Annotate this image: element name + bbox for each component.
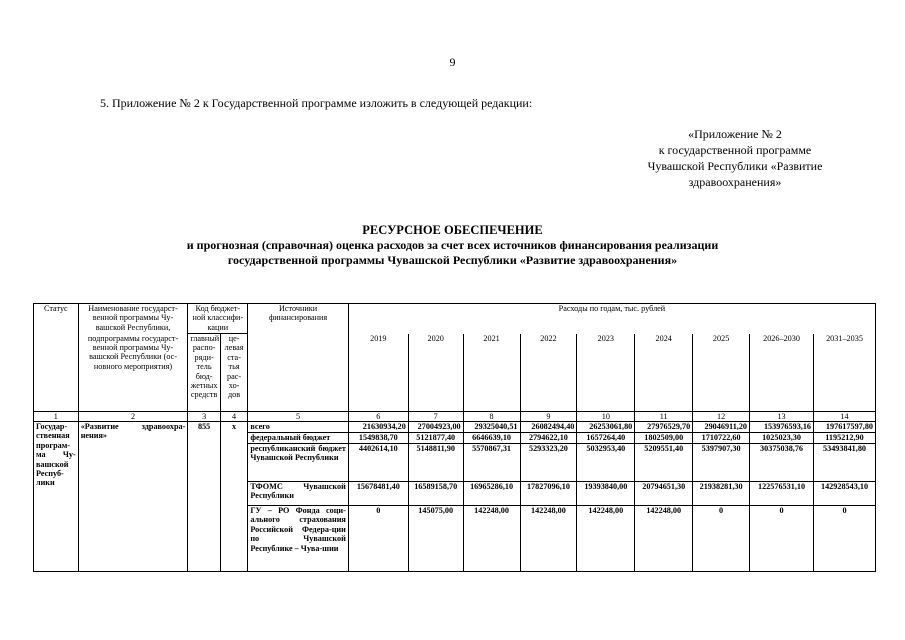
program-status: Государ-ственная програм-ма Чу-вашской Респуб-лики bbox=[34, 422, 79, 572]
expense-value: 0 bbox=[693, 506, 750, 572]
program-code-target: х bbox=[220, 422, 247, 572]
column-number: 11 bbox=[635, 412, 693, 422]
expense-value: 1195212,90 bbox=[814, 433, 876, 444]
expense-value: 0 bbox=[750, 506, 814, 572]
expense-value: 0 bbox=[814, 506, 876, 572]
header-year: 2031–2035 bbox=[814, 334, 876, 412]
header-year: 2022 bbox=[520, 334, 577, 412]
source-name: всего bbox=[248, 422, 349, 433]
column-number: 14 bbox=[814, 412, 876, 422]
expense-value: 6646639,10 bbox=[463, 433, 520, 444]
column-number: 3 bbox=[188, 412, 221, 422]
expense-value: 26082494,40 bbox=[520, 422, 577, 433]
expense-value: 5121877,40 bbox=[408, 433, 463, 444]
expense-value: 145075,00 bbox=[408, 506, 463, 572]
expense-value: 142248,00 bbox=[577, 506, 635, 572]
document-title bbox=[0, 222, 905, 268]
header-year: 2021 bbox=[463, 334, 520, 412]
column-number: 8 bbox=[463, 412, 520, 422]
source-name: ГУ – РО Фонда соци-ального страхования Российской Федера-ции по Чувашской Республике – Чува-шии bbox=[248, 506, 349, 572]
program-name: «Развитие здравоохра-нения» bbox=[78, 422, 188, 572]
program-code-main: 855 bbox=[188, 422, 221, 572]
expense-value: 5148811,90 bbox=[408, 444, 463, 482]
source-name: ТФОМС Чувашской Республики bbox=[248, 482, 349, 506]
expense-value: 27976529,70 bbox=[635, 422, 693, 433]
expense-value: 122576531,10 bbox=[750, 482, 814, 506]
column-number: 4 bbox=[220, 412, 247, 422]
expense-value: 5032953,40 bbox=[577, 444, 635, 482]
expense-value: 142928543,10 bbox=[814, 482, 876, 506]
intro-paragraph: 5. Приложение № 2 к Государственной программе изложить в следующей редакции: bbox=[100, 96, 533, 110]
expense-value: 17827096,10 bbox=[520, 482, 577, 506]
expense-value: 29325040,51 bbox=[463, 422, 520, 433]
expense-value: 142248,00 bbox=[635, 506, 693, 572]
column-number: 5 bbox=[248, 412, 349, 422]
column-number: 2 bbox=[78, 412, 188, 422]
expense-value: 21938281,30 bbox=[693, 482, 750, 506]
expense-value: 20794651,30 bbox=[635, 482, 693, 506]
expense-value: 197617597,80 bbox=[814, 422, 876, 433]
expense-value: 26253061,80 bbox=[577, 422, 635, 433]
header-year: 2020 bbox=[408, 334, 463, 412]
expense-value: 1549838,70 bbox=[348, 433, 408, 444]
column-number: 13 bbox=[750, 412, 814, 422]
expense-value: 5293323,20 bbox=[520, 444, 577, 482]
header-year: 2023 bbox=[577, 334, 635, 412]
header-name-bottom: подпрограммы государст-венной программы Чу-вашской Республики (ос-новного мероприятия) bbox=[78, 334, 188, 412]
header-year: 2026–2030 bbox=[750, 334, 814, 412]
appendix-line: «Приложение № 2 bbox=[688, 127, 782, 141]
header-year: 2024 bbox=[635, 334, 693, 412]
table-row bbox=[34, 422, 876, 433]
expense-value: 27004923,00 bbox=[408, 422, 463, 433]
column-number: 6 bbox=[348, 412, 408, 422]
expense-value: 1710722,60 bbox=[693, 433, 750, 444]
appendix-line: здравоохранения» bbox=[688, 175, 782, 189]
column-number: 1 bbox=[34, 412, 79, 422]
header-code-target: це-левая ста-тья рас-хо-дов bbox=[220, 334, 247, 412]
expense-value: 16589158,70 bbox=[408, 482, 463, 506]
source-name: республиканский бюджет Чувашской Республики bbox=[248, 444, 349, 482]
title-line-2: и прогнозная (справочная) оценка расходов за счет всех источников финансирования реализации bbox=[186, 238, 719, 252]
expense-value: 142248,00 bbox=[463, 506, 520, 572]
expense-value: 29046911,20 bbox=[693, 422, 750, 433]
expense-value: 30375038,76 bbox=[750, 444, 814, 482]
expense-value: 21630934,20 bbox=[348, 422, 408, 433]
header-year: 2025 bbox=[693, 334, 750, 412]
page-number: 9 bbox=[449, 55, 456, 69]
title-line-3: государственной программы Чувашской Республики «Развитие здравоохранения» bbox=[227, 253, 678, 267]
expense-value: 142248,00 bbox=[520, 506, 577, 572]
expense-value: 0 bbox=[348, 506, 408, 572]
expense-value: 5209551,40 bbox=[635, 444, 693, 482]
header-code-main: главный распо-ряди-тель бюд-жетных средств bbox=[188, 334, 221, 412]
expense-value: 1025023,30 bbox=[750, 433, 814, 444]
expense-value: 15678481,40 bbox=[348, 482, 408, 506]
expense-value: 1657264,40 bbox=[577, 433, 635, 444]
expense-value: 5570867,31 bbox=[463, 444, 520, 482]
expense-value: 4402614,10 bbox=[348, 444, 408, 482]
column-number: 10 bbox=[577, 412, 635, 422]
column-number: 9 bbox=[520, 412, 577, 422]
header-year: 2019 bbox=[348, 334, 408, 412]
expense-value: 2794622,10 bbox=[520, 433, 577, 444]
expense-value: 16965286,10 bbox=[463, 482, 520, 506]
header-code: Код бюджет-ной классифи-кации bbox=[188, 304, 248, 334]
expense-value: 19393840,00 bbox=[577, 482, 635, 506]
resource-table bbox=[33, 303, 876, 572]
header-status: Статус bbox=[34, 304, 79, 412]
column-number: 12 bbox=[693, 412, 750, 422]
source-name: федеральный бюджет bbox=[248, 433, 349, 444]
title-line-1: РЕСУРСНОЕ ОБЕСПЕЧЕНИЕ bbox=[362, 223, 543, 237]
appendix-line: Чувашской Республики «Развитие bbox=[647, 159, 823, 173]
expense-value: 153976593,16 bbox=[750, 422, 814, 433]
header-expenses: Расходы по годам, тыс. рублей bbox=[348, 304, 875, 334]
expense-value: 53493841,80 bbox=[814, 444, 876, 482]
header-name-top: Наименование государст-венной программы Чу-вашской Республики, bbox=[78, 304, 188, 334]
column-number: 7 bbox=[408, 412, 463, 422]
header-sources: Источники финансирования bbox=[248, 304, 349, 412]
expense-value: 5397907,30 bbox=[693, 444, 750, 482]
expense-value: 1802509,00 bbox=[635, 433, 693, 444]
appendix-caption bbox=[600, 126, 870, 190]
appendix-line: к государственной программе bbox=[658, 143, 812, 157]
